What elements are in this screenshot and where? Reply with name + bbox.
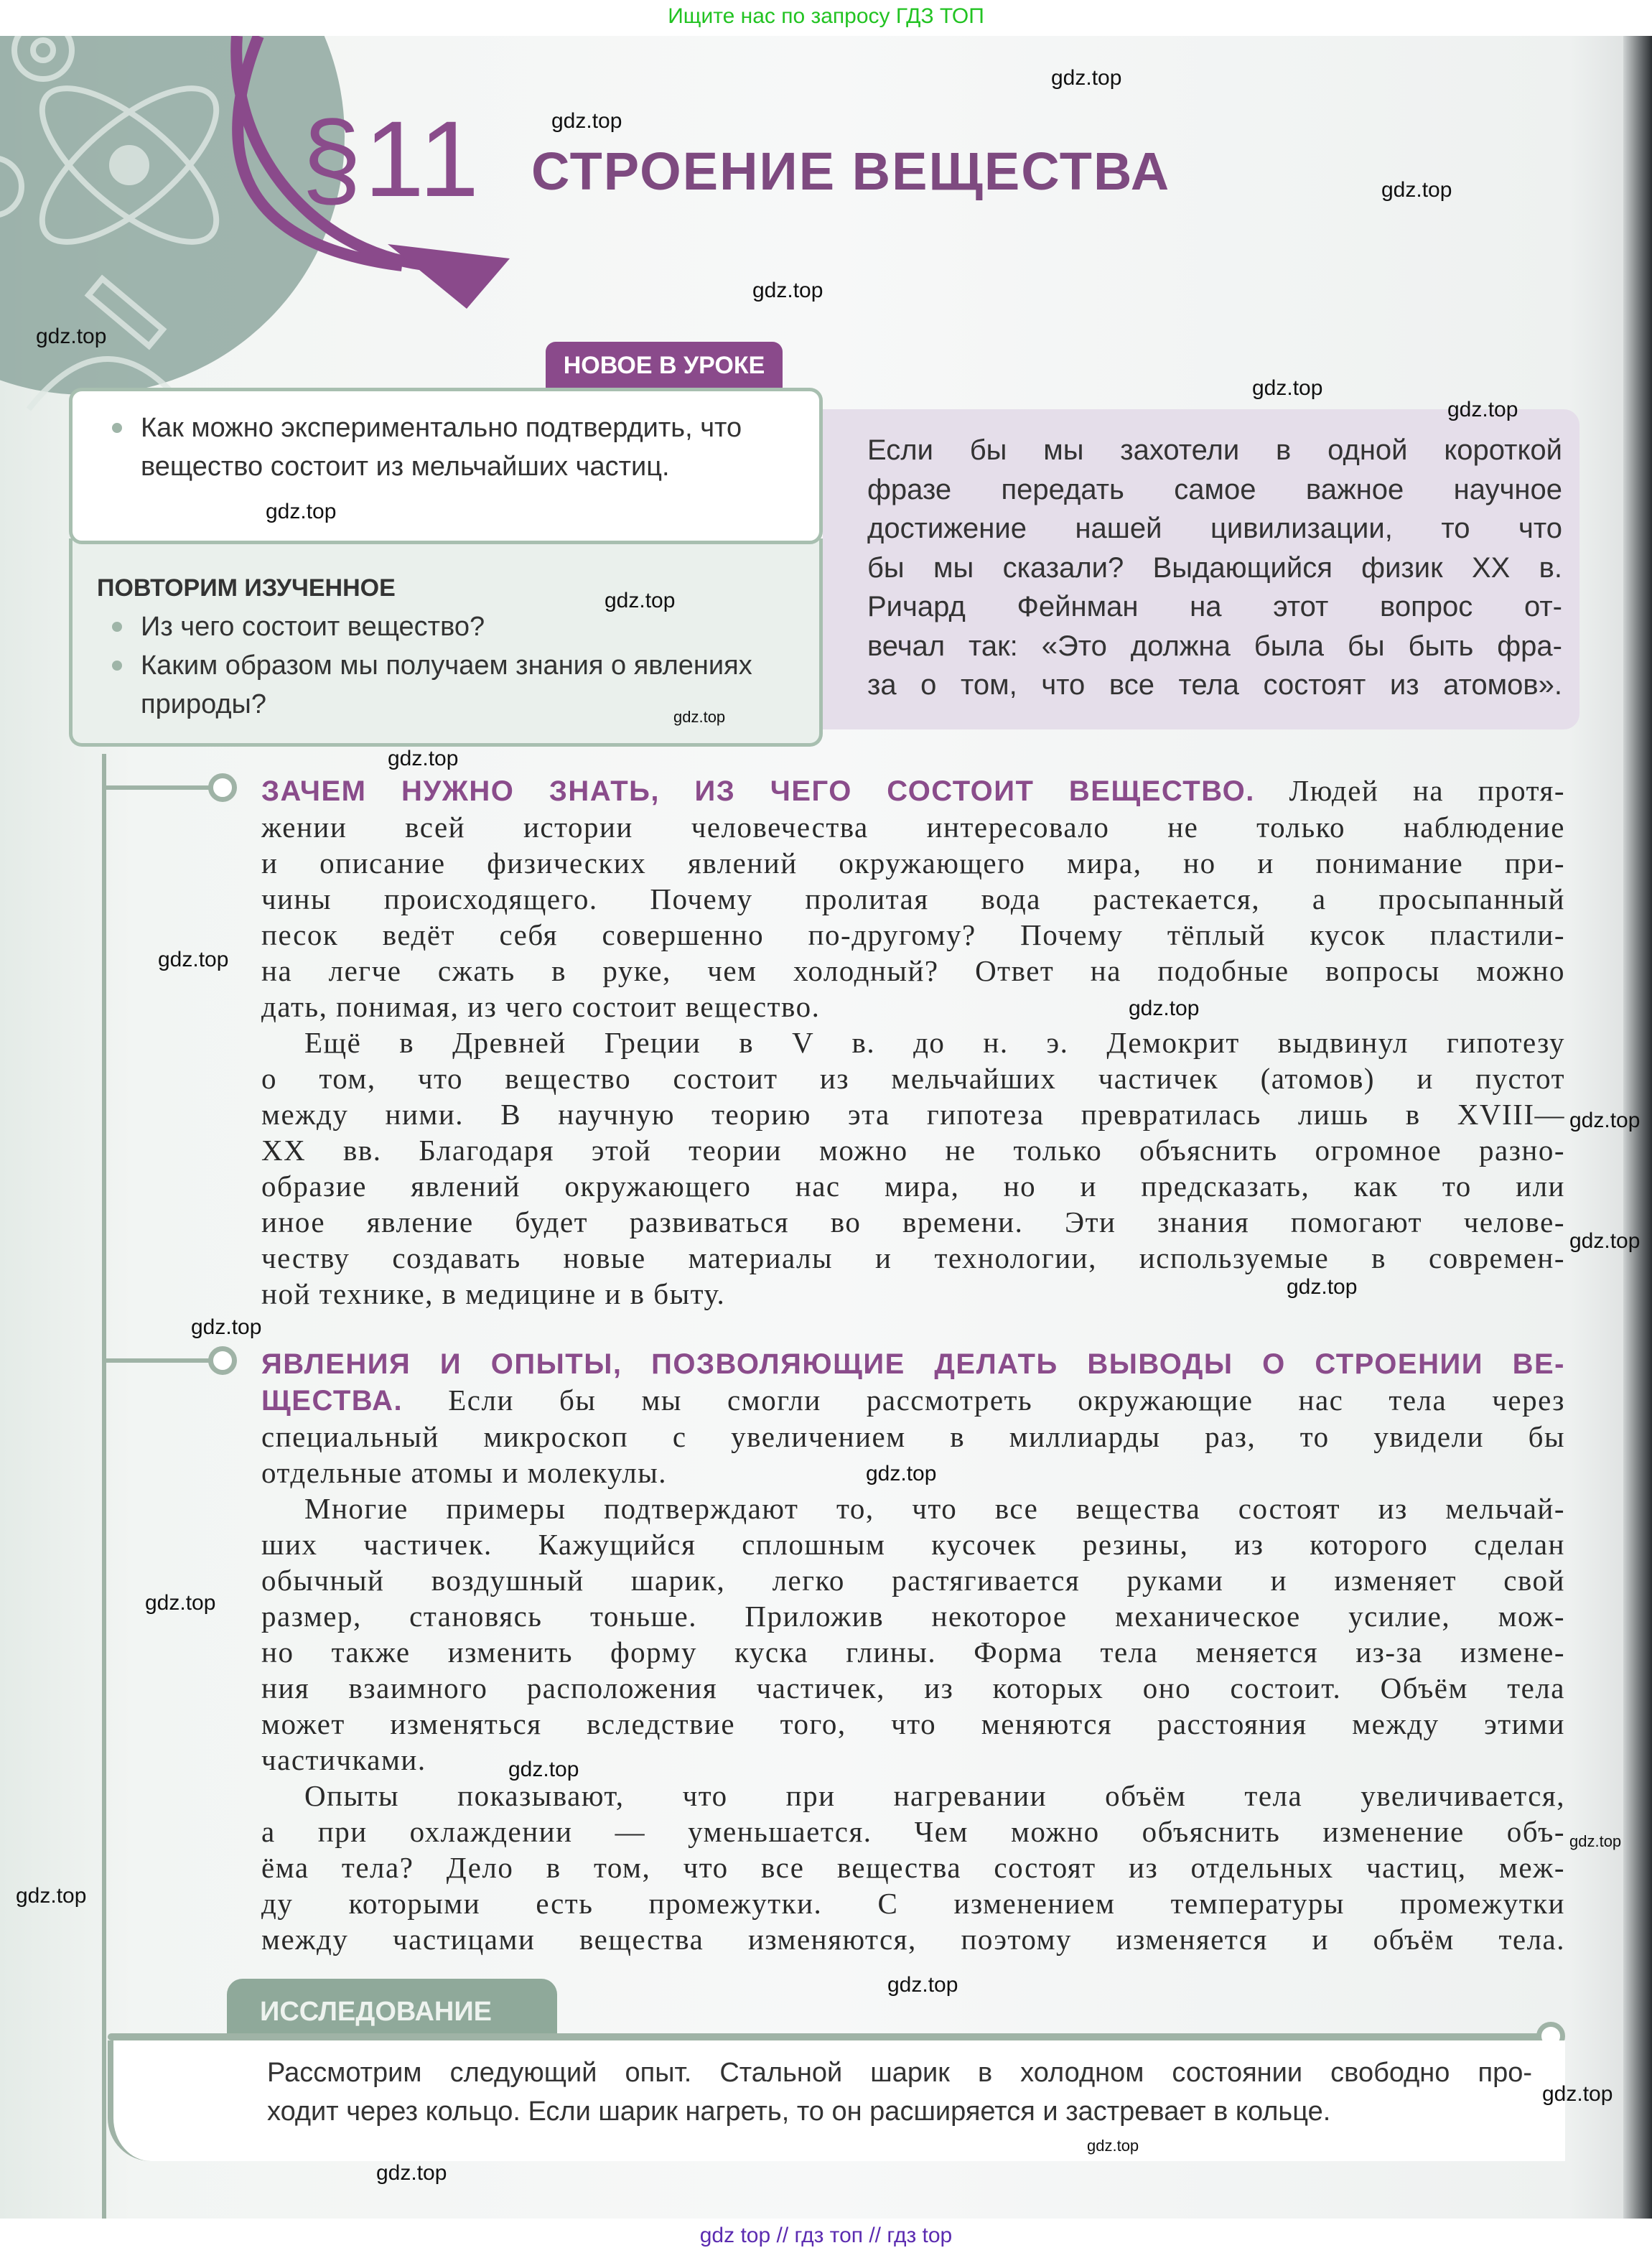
list-item: [141, 607, 787, 646]
text-line: [261, 1276, 1565, 1312]
section-why-know-structure: [261, 773, 1565, 1312]
line-text: о том, что вещество состоит из мельчайших частичек (атомов) и пустот: [261, 1062, 1565, 1095]
line-text: XX вв. Благодаря этой теории можно не только объяснить огромное разно-: [261, 1134, 1565, 1167]
quote-line: за о том, что все тела состоят из атомов».: [867, 669, 1562, 701]
timeline-node: [208, 773, 237, 802]
text-line: [261, 1382, 1565, 1419]
line-text: образие явлений окружающего нас мира, но и предсказать, как то или: [261, 1170, 1565, 1203]
line-text: может изменяться вследствие того, что меняются расстояния между этими: [261, 1707, 1565, 1740]
line-text: песок ведёт себя совершенно по-другому? Почему тёплый кусок пластили-: [261, 918, 1565, 951]
arrow-icon: [388, 244, 510, 309]
timeline-connector: [102, 1358, 213, 1363]
quote-line: Если бы мы захотели в одной короткой: [867, 434, 1562, 466]
line-text: дать, понимая, из чего состоит вещество.: [261, 990, 821, 1023]
text-line: [261, 1419, 1565, 1455]
text-line: [261, 1849, 1565, 1885]
line-text: ших частичек. Кажущийся сплошным кусочек резины, из которого сделан: [261, 1528, 1565, 1561]
text-line: [261, 773, 1565, 809]
research-divider: [108, 2033, 1544, 2040]
quote-line: Ричард Фейнман на этот вопрос от-: [867, 591, 1562, 622]
line-text: частичками.: [261, 1743, 426, 1776]
new-in-lesson-tab: НОВОЕ В УРОКЕ: [546, 342, 783, 389]
line-text: специальный микроскоп с увеличением в миллиарды раз, то увидели бы: [261, 1420, 1565, 1453]
repeat-heading: ПОВТОРИМ ИЗУЧЕННОЕ: [97, 574, 396, 602]
text-line: [261, 1706, 1565, 1742]
text-line: [261, 1778, 1565, 1814]
line-text: Ещё в Древней Греции в V в. до н. э. Демокрит выдвинул гипотезу: [304, 1026, 1565, 1059]
list-item: [141, 409, 787, 486]
footer-banner: gdz top // гдз топ // гдз top: [0, 2219, 1652, 2253]
watermark: gdz.top: [145, 1591, 216, 1615]
section-heading: ЩЕСТВА.: [261, 1385, 403, 1417]
text-line: [261, 953, 1565, 989]
line-text: на легче сжать в руке, чем холодный? Ответ на подобные вопросы можно: [261, 954, 1565, 987]
line-text: а при охлаждении — уменьшается. Чем можно объяснить изменение объ-: [261, 1815, 1565, 1848]
line-text: Если бы мы смогли рассмотреть окружающие нас тела через: [403, 1384, 1565, 1417]
line-text: Людей на протя-: [1254, 774, 1565, 807]
text-line: [261, 989, 1565, 1025]
text-line: [261, 1598, 1565, 1634]
watermark: gdz.top: [1569, 1229, 1641, 1253]
watermark: gdz.top: [1129, 997, 1200, 1020]
line-text: Опыты показывают, что при нагревании объём тела увеличивается,: [304, 1779, 1565, 1812]
line-text: жении всей истории человечества интересовало не только наблюдение: [261, 811, 1565, 844]
watermark: gdz.top: [388, 747, 459, 770]
watermark: gdz.top: [673, 708, 726, 726]
text-line: [261, 881, 1565, 917]
text-line: [261, 1204, 1565, 1240]
text-line: [261, 1742, 1565, 1778]
timeline-line: [102, 754, 106, 2219]
text-line: [261, 1345, 1565, 1382]
timeline-connector: [102, 785, 213, 790]
line-text: но также изменить форму куска глины. Форма тела меняется из-за измене-: [261, 1636, 1565, 1669]
research-tab: ИССЛЕДОВАНИЕ: [227, 1979, 557, 2039]
line-text: между частицами вещества изменяются, поэтому изменяется и объём тела.: [261, 1923, 1565, 1956]
item-text: Как можно экспериментально подтвердить, что вещество состоит из мельчайших частиц.: [141, 413, 742, 482]
watermark: gdz.top: [752, 279, 823, 302]
watermark: gdz.top: [1087, 2137, 1139, 2155]
research-box: [108, 2040, 1565, 2161]
text-line: [261, 1240, 1565, 1276]
item-text: Каким образом мы получаем знания о явлениях природы?: [141, 650, 752, 719]
text-line: [261, 845, 1565, 881]
line-text: ду которыми есть промежутки. С изменением температуры промежутки: [261, 1887, 1565, 1920]
line-text: размер, становясь тоньше. Приложив некоторое механическое усилие, мож-: [261, 1600, 1565, 1633]
timeline-node: [208, 1346, 237, 1375]
text-line: [261, 1814, 1565, 1849]
section-heading: ЯВЛЕНИЯ И ОПЫТЫ, ПОЗВОЛЯЮЩИЕ ДЕЛАТЬ ВЫВОДЫ О СТРОЕНИИ ВЕ-: [261, 1348, 1565, 1380]
text-line: [261, 1096, 1565, 1132]
bullet-icon: [112, 423, 122, 433]
line-text: честву создавать новые материалы и технологии, используемые в современ-: [261, 1241, 1565, 1274]
line-text: и описание физических явлений окружающего мира, но и понимание при-: [261, 846, 1565, 880]
text-line: [261, 1526, 1565, 1562]
watermark: gdz.top: [1381, 178, 1452, 202]
quote-line: достижение нашей цивилизации, то что: [867, 513, 1562, 544]
text-line: [261, 1921, 1565, 1957]
quote-line: фразе передать самое важное научное: [867, 473, 1562, 505]
section-phenomena-experiments: [261, 1345, 1565, 1957]
watermark: gdz.top: [1252, 376, 1323, 400]
watermark: gdz.top: [158, 948, 229, 971]
bullet-icon: [112, 622, 122, 632]
watermark: gdz.top: [605, 589, 676, 612]
research-line: Рассмотрим следующий опыт. Стальной шарик в холодном состоянии свободно про-: [267, 2058, 1532, 2088]
section-heading: ЗАЧЕМ НУЖНО ЗНАТЬ, ИЗ ЧЕГО СОСТОИТ ВЕЩЕСТВО.: [261, 775, 1255, 807]
watermark: gdz.top: [508, 1758, 579, 1781]
new-in-lesson-box: [69, 388, 823, 544]
item-text: Из чего состоит вещество?: [141, 612, 485, 642]
quote-line: бы мы сказали? Выдающийся физик XX в.: [867, 551, 1562, 584]
research-line: ходит через кольцо. Если шарик нагреть, то он расширяется и застревает в кольце.: [267, 2096, 1331, 2127]
line-text: Многие примеры подтверждают то, что все вещества состоят из мельчай-: [304, 1492, 1565, 1525]
top-banner: Ищите нас по запросу ГДЗ ТОП: [668, 4, 984, 28]
quote-line: вечал так: «Это должна была бы быть фра-: [867, 630, 1562, 662]
text-line: [261, 1491, 1565, 1526]
page-title: СТРОЕНИЕ ВЕЩЕСТВА: [531, 141, 1171, 201]
line-text: обычный воздушный шарик, легко растягивается руками и изменяет свой: [261, 1564, 1565, 1597]
paragraph-number: §11: [302, 98, 482, 219]
text-line: [261, 1060, 1565, 1096]
line-text: ёма тела? Дело в том, что все вещества состоят из отдельных частиц, меж-: [261, 1851, 1565, 1884]
line-text: ной технике, в медицине и в быту.: [261, 1277, 726, 1310]
line-text: чины происходящего. Почему пролитая вода растекается, а просыпанный: [261, 882, 1565, 915]
text-line: [261, 917, 1565, 953]
text-line: [261, 1562, 1565, 1598]
watermark: gdz.top: [1569, 1832, 1622, 1850]
watermark: gdz.top: [551, 109, 622, 133]
text-line: [261, 1670, 1565, 1706]
watermark: gdz.top: [866, 1462, 937, 1485]
text-line: [261, 1168, 1565, 1204]
watermark: gdz.top: [1542, 2082, 1613, 2106]
watermark: gdz.top: [36, 325, 107, 348]
watermark: gdz.top: [1287, 1275, 1358, 1299]
watermark: gdz.top: [1447, 398, 1518, 421]
text-line: [261, 1132, 1565, 1168]
watermark: gdz.top: [887, 1973, 958, 1997]
text-line: [261, 1885, 1565, 1921]
feynman-quote-box: [823, 409, 1579, 729]
line-text: отдельные атомы и молекулы.: [261, 1456, 668, 1489]
text-line: [261, 809, 1565, 845]
watermark: gdz.top: [376, 2161, 447, 2185]
watermark: gdz.top: [266, 500, 337, 523]
bullet-icon: [112, 661, 122, 671]
line-text: ния взаимного расположения частичек, из которых оно состоит. Объём тела: [261, 1671, 1565, 1704]
line-text: иное явление будет развиваться во времени. Эти знания помогают челове-: [261, 1205, 1565, 1239]
watermark: gdz.top: [191, 1315, 262, 1339]
watermark: gdz.top: [1051, 66, 1122, 90]
line-text: между ними. В научную теорию эта гипотеза превратилась лишь в XVIII—: [261, 1098, 1565, 1131]
watermark: gdz.top: [1569, 1109, 1641, 1132]
text-line: [261, 1634, 1565, 1670]
watermark: gdz.top: [16, 1884, 87, 1908]
text-line: [261, 1025, 1565, 1060]
